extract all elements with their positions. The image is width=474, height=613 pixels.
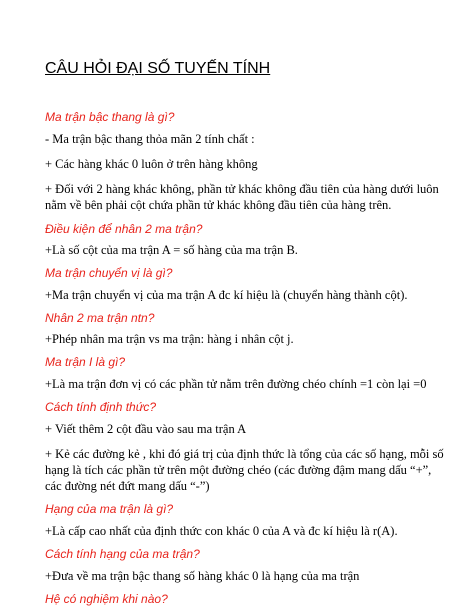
question-determinant: Cách tính định thức? [45,400,157,414]
question-transpose: Ma trận chuyển vị là gì? [45,266,173,280]
answer-line: - Ma trận bậc thang thỏa mãn 2 tính chất : [45,132,255,146]
question-identity-matrix: Ma trận I là gì? [45,355,126,369]
question-has-solution: Hệ có nghiệm khi nào? [45,592,168,606]
question-matrix-multiplication: Nhân 2 ma trận ntn? [45,311,155,325]
question-rank: Hạng của ma trận là gì? [45,502,174,516]
answer-line: +Là ma trận đơn vị có các phần tử nằm trên đường chéo chính =1 còn lại =0 [45,377,427,391]
question-compute-rank: Cách tính hạng của ma trận? [45,547,200,561]
answer-line: + Viết thêm 2 cột đầu vào sau ma trận A [45,422,247,436]
answer-paragraph: + Đối với 2 hàng khác không, phần tử khác không đầu tiên của hàng dưới luôn nằm về bên phải cột chứa phần tử khác không đầu tiên của hàng trên. [45,182,439,212]
answer-line: +Là cấp cao nhất của định thức con khác 0 của A và đc kí hiệu là r(A). [45,524,398,538]
page-title: CÂU HỎI ĐẠI SỐ TUYẾN TÍNH [45,60,271,77]
question-multiply-condition: Điều kiện để nhân 2 ma trận? [45,222,203,236]
answer-line: +Đưa về ma trận bậc thang số hàng khác 0 là hạng của ma trận [45,569,360,583]
answer-line: +Ma trận chuyển vị của ma trận A đc kí hiệu là (chuyển hàng thành cột). [45,288,408,302]
answer-line: +Phép nhân ma trận vs ma trận: hàng i nhân cột j. [45,332,294,346]
answer-paragraph: + Kẻ các đường kẻ , khi đó giá trị của định thức là tổng của các số hạng, mỗi số hạng là tích các phần tử trên một đường chéo (các đường đậm mang dấu “+”, các đường nét đứt mang dấu “-”) [45,447,444,493]
question-echelon-matrix: Ma trận bậc thang là gì? [45,110,175,124]
answer-line: + Các hàng khác 0 luôn ở trên hàng không [45,157,258,171]
answer-line: +Là số cột của ma trận A = số hàng của ma trận B. [45,243,298,257]
